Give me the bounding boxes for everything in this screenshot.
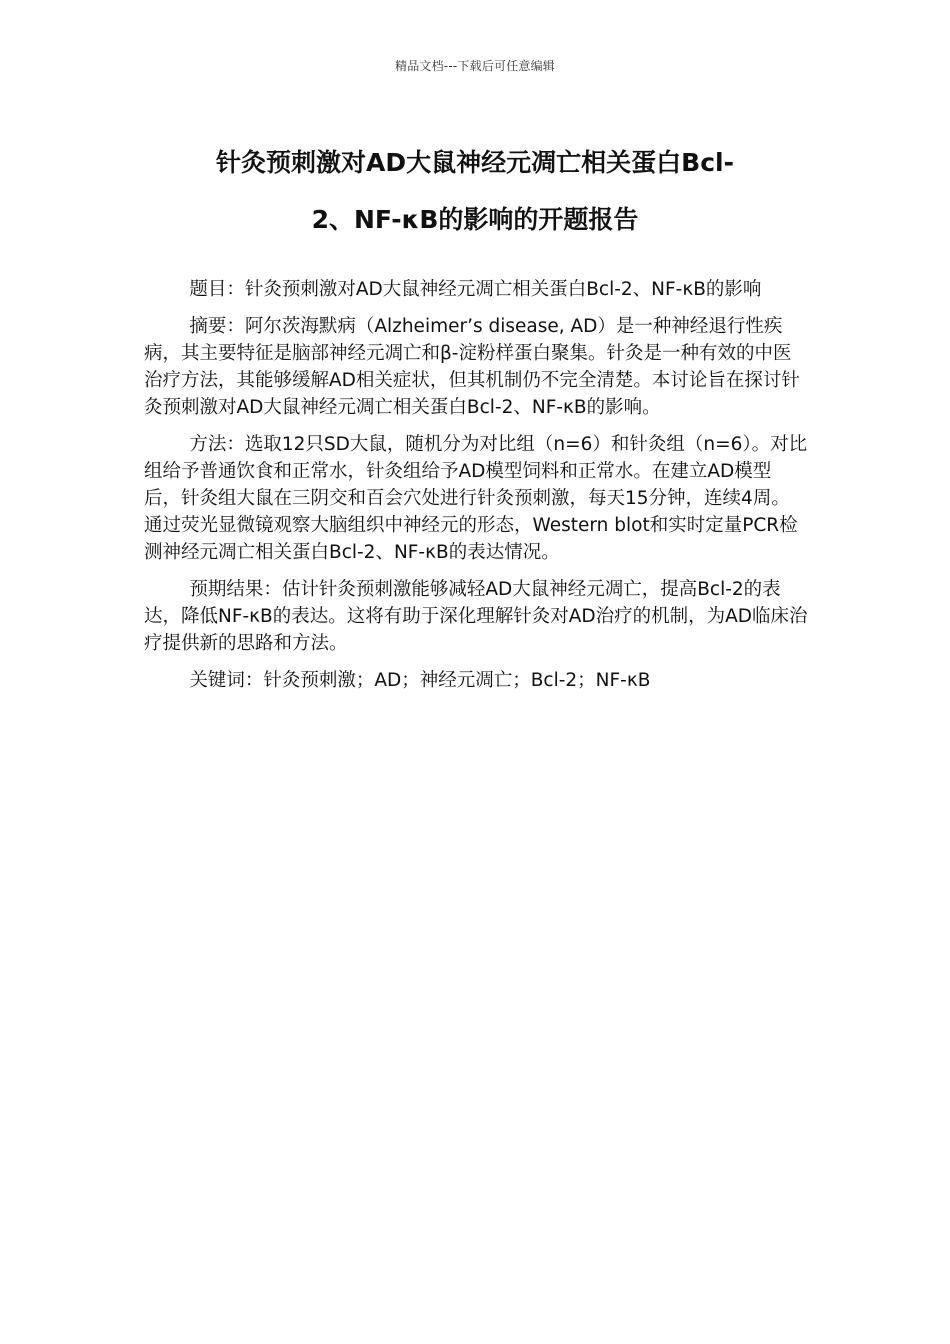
abstract-text: 阿尔茨海默病（Alzheimer’s disease, AD）是一种神经退行性疾病，其主要特征是脑部神经元凋亡和β-淀粉样蛋白聚集。针灸是一种有效的中医治疗方法，其能够缓解AD相关症状，但其机制仍不完全清楚。本讨论旨在探讨针灸预刺激对AD大鼠神经元凋亡相关蛋白Bcl-2、NF-κB的影响。 xyxy=(144,316,800,418)
title-line-2: 2、NF-κB的影响的开题报告 xyxy=(311,205,639,234)
title-line-1: 针灸预刺激对AD大鼠神经元凋亡相关蛋白Bcl- xyxy=(216,148,734,177)
keywords-label: 关键词： xyxy=(189,670,264,691)
topic-text: 针灸预刺激对AD大鼠神经元凋亡相关蛋白Bcl-2、NF-κB的影响 xyxy=(244,279,762,300)
results-text: 估计针灸预刺激能够减轻AD大鼠神经元凋亡，提高Bcl-2的表达，降低NF-κB的表达。这将有助于深化理解针灸对AD治疗的机制，为AD临床治疗提供新的思路和方法。 xyxy=(144,579,808,654)
keywords-text: 针灸预刺激；AD；神经元凋亡；Bcl-2；NF-κB xyxy=(263,670,651,691)
method-text: 选取12只SD大鼠，随机分为对比组（n=6）和针灸组（n=6）。对比组给予普通饮食和正常水，针灸组给予AD模型饲料和正常水。在建立AD模型后，针灸组大鼠在三阴交和百会穴处进行针灸预刺激，每天15分钟，连续4周。通过荧光显微镜观察大脑组织中神经元的形态，Western blot和实时定量PCR检测神经元凋亡相关蛋白Bcl-2、NF-κB的表达情况。 xyxy=(144,434,808,563)
results-label: 预期结果： xyxy=(189,579,282,600)
abstract-label: 摘要： xyxy=(189,316,245,337)
results-paragraph xyxy=(144,576,808,657)
document-title xyxy=(130,134,820,248)
topic-paragraph xyxy=(144,276,808,303)
keywords-paragraph xyxy=(144,667,808,694)
method-label: 方法： xyxy=(189,434,245,455)
abstract-paragraph xyxy=(144,313,808,421)
topic-label: 题目： xyxy=(189,279,245,300)
page-header: 精品文档---下载后可任意编辑 xyxy=(395,59,555,73)
document-body xyxy=(144,276,808,704)
method-paragraph xyxy=(144,431,808,566)
